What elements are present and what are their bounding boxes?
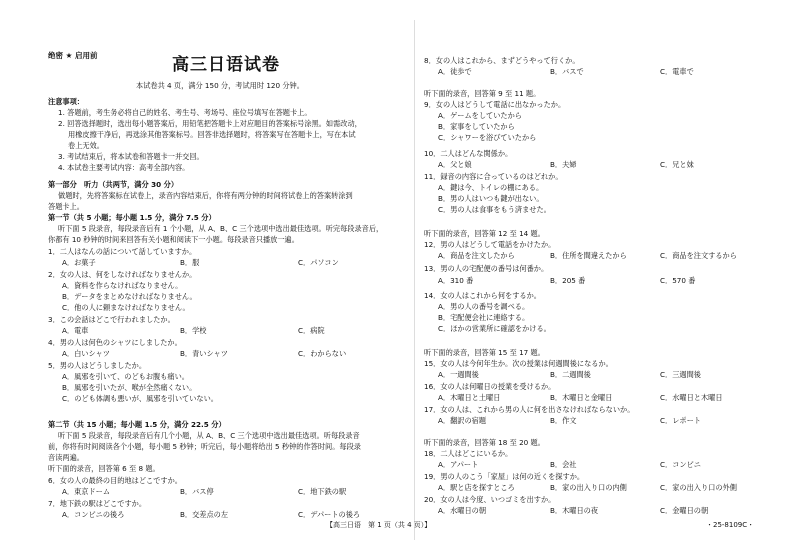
option-c: C．家の出入り口の外側: [660, 483, 737, 492]
option-a: A．一週間後: [438, 370, 479, 379]
question-stem: 18．二人はどこにいるか。: [424, 449, 513, 458]
option-c: C．レポート: [660, 416, 701, 425]
question-stem: 12．男の人はどうして電話をかけたか。: [424, 240, 556, 249]
section2-intro: 音读两遍。: [48, 453, 84, 462]
group-heading: 听下面的录音，回答第 18 至 20 题。: [424, 438, 545, 447]
question-stem: 6．女の人の最終の目的地はどこですか。: [48, 476, 182, 485]
option-a: A．父と娘: [438, 160, 472, 169]
option-b: B．205 番: [550, 276, 586, 285]
question-stem: 13．男の人の宅配便の番号は何番か。: [424, 264, 549, 273]
option-b: B．木曜日と金曜日: [550, 393, 613, 402]
option-b: B．学校: [180, 326, 207, 335]
option-c: C．デパートの後ろ: [298, 510, 361, 519]
option-a: A．310 番: [438, 276, 474, 285]
option-c: C．商品を注文するから: [660, 251, 737, 260]
option-c: C．のども体調も悪いが、風邪を引いていない。: [62, 394, 218, 403]
option-c: C．金曜日の朝: [660, 506, 709, 515]
option-b: B．風邪を引いたが、喉が全然痛くない。: [62, 383, 197, 392]
option-c: C．わからない: [298, 349, 347, 358]
option-a: A．東京ドーム: [62, 487, 111, 496]
question-stem: 15．女の人は今何年生か。次の授業は何週間後になるか。: [424, 359, 613, 368]
exam-subtitle: 本试卷共 4 页，满分 150 分，考试用时 120 分钟。: [136, 81, 304, 90]
option-a: A．アパート: [438, 460, 479, 469]
option-a: A．お菓子: [62, 258, 96, 267]
question-stem: 19．男の人のこう「家屋」は何の近くを探すか。: [424, 472, 585, 481]
notes-line: 1. 答题前，考生务必将自己的姓名、考生号、考场号、座位号填写在答题卡上。: [58, 108, 312, 117]
option-c: C．シャワーを浴びていたから: [438, 133, 537, 142]
question-stem: 14．女の人はこれから何をするか。: [424, 291, 541, 300]
option-c: C．地下鉄の駅: [298, 487, 347, 496]
question-stem: 7．地下鉄の駅はどこですか。: [48, 499, 147, 508]
option-c: C．水曜日と木曜日: [660, 393, 723, 402]
option-b: B．服: [180, 258, 200, 267]
question-stem: 3．この会話はどこで行われましたか。: [48, 315, 175, 324]
option-b: B．宅配便会社に連絡する。: [438, 313, 530, 322]
option-c: C．他の人に頼まなければなりません。: [62, 303, 190, 312]
notes-line: 卷上无效。: [68, 141, 104, 150]
secret-label: 绝密 ★ 启用前: [48, 51, 98, 60]
option-b: B．バス停: [180, 487, 214, 496]
option-b: B．家の出入り口の内側: [550, 483, 627, 492]
exam-title: 高三日语试卷: [172, 55, 280, 75]
option-c: C．パソコン: [298, 258, 339, 267]
part1-intro: 做题时，先将答案标在试卷上，录音内容结束后，你将有两分钟的时间将试卷上的答案转涂到: [58, 191, 353, 200]
group-heading: 听下面的录音，回答第 12 至 14 题。: [424, 229, 545, 238]
option-b: B．データをまとめなければなりません。: [62, 292, 197, 301]
option-b: B．男の人はいつも鍵が出ない。: [438, 194, 544, 203]
section1-intro: 听下面 5 段录音，每段录音后有 1 个小题，从 A、B、C 三个选项中选出最佳选项。听完每段录音后，: [58, 224, 384, 233]
option-a: A．駅と店を探すところ: [438, 483, 515, 492]
section2-intro: 听下面 5 段录音，每段录音后有几个小题，从 A、B、C 三个选项中选出最佳选项。听每段录音: [58, 431, 360, 440]
question-stem: 5．男の人はどうしましたか。: [48, 361, 147, 370]
option-a: A．木曜日と土曜日: [438, 393, 501, 402]
notes-heading: 注意事项：: [48, 97, 84, 106]
option-a: A．水曜日の朝: [438, 506, 487, 515]
notes-line: 用橡皮擦干净后，再选涂其他答案标号。回答非选择题时，将答案写在答题卡上，写在本试: [68, 130, 356, 139]
option-a: A．翻訳の宿題: [438, 416, 487, 425]
option-a: A．電車: [62, 326, 89, 335]
option-c: C．570 番: [660, 276, 696, 285]
option-a: A．男の人の番号を調べる。: [438, 302, 530, 311]
section2-intro: 前，你将有时间阅读各个小题，每小题 5 秒钟；听完后，每小题将给出 5 秒钟的作答时间。每段录: [48, 442, 361, 451]
option-c: C．三週間後: [660, 370, 701, 379]
option-b: B．二週間後: [550, 370, 591, 379]
question-stem: 10．二人はどんな関係か。: [424, 149, 513, 158]
option-b: B．交差点の左: [180, 510, 229, 519]
question-stem: 2．女の人は、何をしなければなりませんか。: [48, 270, 197, 279]
question-stem: 16．女の人は何曜日の授業を受けるか。: [424, 382, 556, 391]
option-b: B．家事をしていたから: [438, 122, 515, 131]
page-footer: 【高三日语 第 1 页（共 4 页）】: [326, 521, 432, 529]
option-b: B．木曜日の夜: [550, 506, 599, 515]
question-stem: 8．女の人はこれから、まずどうやって行くか。: [424, 56, 580, 65]
option-a: A．風邪を引いて、のどもお腹も痛い。: [62, 372, 189, 381]
option-b: B．会社: [550, 460, 577, 469]
option-c: C．病院: [298, 326, 325, 335]
option-b: B．住所を間違えたから: [550, 251, 627, 260]
option-c: C．電車で: [660, 67, 694, 76]
question-stem: 20．女の人は今度、いつゴミを出すか。: [424, 495, 556, 504]
question-stem: 1．二人はなんの話について話していますか。: [48, 247, 197, 256]
option-b: B．バスで: [550, 67, 584, 76]
exam-code: ・25-8109C・: [706, 521, 755, 529]
option-c: C．男の人は食事をもう済ませた。: [438, 205, 551, 214]
option-b: B．作文: [550, 416, 577, 425]
notes-line: 2. 回答选择题时，选出每小题答案后，用铅笔把答题卡上对应题目的答案标号涂黑。如需改动，: [58, 119, 362, 128]
part1-intro: 答题卡上。: [48, 202, 84, 211]
option-a: A．鍵は今、トイレの棚にある。: [438, 183, 544, 192]
option-b: B．夫婦: [550, 160, 577, 169]
question-stem: 17．女の人は、これから男の人に何を出さなければならないか。: [424, 405, 635, 414]
option-a: A．白いシャツ: [62, 349, 110, 358]
option-a: A．コンビニの後ろ: [62, 510, 125, 519]
group-heading: 听下面的录音，回答第 6 至 8 题。: [48, 464, 160, 473]
group-heading: 听下面的录音，回答第 9 至 11 题。: [424, 89, 541, 98]
option-c: C．兄と妹: [660, 160, 694, 169]
option-a: A．資料を作らなければなりません。: [62, 281, 183, 290]
section2-heading: 第二节（共 15 小题；每小题 1.5 分，满分 22.5 分）: [48, 420, 226, 429]
section1-intro: 你都有 10 秒钟的时间来回答有关小题和阅读下一小题。每段录音只播放一遍。: [48, 235, 299, 244]
star-icon: ★: [65, 51, 73, 60]
option-a: A．商品を注文したから: [438, 251, 515, 260]
option-c: C．ほかの営業所に確認をかける。: [438, 324, 551, 333]
notes-line: 3. 考试结束后，将本试卷和答题卡一并交回。: [58, 152, 204, 161]
section1-heading: 第一节（共 5 小题；每小题 1.5 分，满分 7.5 分）: [48, 213, 216, 222]
option-b: B．青いシャツ: [180, 349, 228, 358]
part1-heading: 第一部分 听力（共两节，满分 30 分）: [48, 180, 179, 189]
group-heading: 听下面的录音，回答第 15 至 17 题。: [424, 348, 545, 357]
notes-line: 4. 本试卷主要考试内容：高考全部内容。: [58, 163, 190, 172]
question-stem: 11．録音の内容に合っているのはどれか。: [424, 172, 563, 181]
question-stem: 4．男の人は何色のシャツにしましたか。: [48, 338, 182, 347]
column-divider: [414, 20, 415, 540]
question-stem: 9．女の人はどうして電話に出なかったか。: [424, 100, 566, 109]
option-a: A．ゲームをしていたから: [438, 111, 522, 120]
option-c: C．コンビニ: [660, 460, 701, 469]
option-a: A．徒歩で: [438, 67, 472, 76]
